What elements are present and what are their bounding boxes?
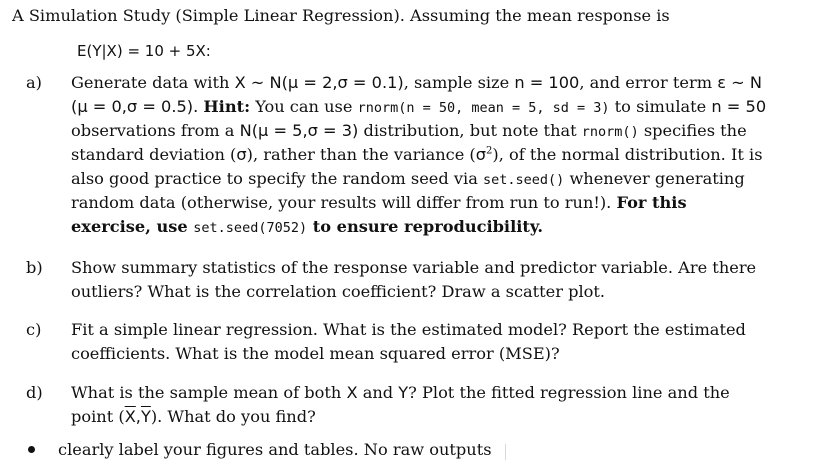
math-run: Y [398, 383, 409, 402]
code-snippet: rnorm(n = 50, mean = 5, sd = 3) [357, 100, 610, 116]
part-a-line-4 [71, 145, 763, 165]
text-run: and [357, 383, 399, 402]
part-b-line-1: Show summary statistics of the response variable and predictor variable. Are there [71, 258, 757, 277]
bold-run: For this [616, 193, 687, 212]
text-run: ), of the normal distribution. It is [492, 145, 763, 164]
math-run: X [346, 383, 358, 402]
math-run: , [135, 407, 141, 426]
x-bar-symbol: $\overline{X}$ [124, 407, 136, 426]
bullet-text: clearly label your figures and tables. No raw outputs [58, 440, 492, 459]
text-run: standard deviation ( [71, 145, 237, 164]
part-b-label: b) [26, 258, 43, 277]
text-run: point ( [71, 407, 125, 426]
part-a-line-5 [71, 169, 745, 190]
text-run: What is the sample mean of both [71, 383, 347, 402]
part-a-line-6 [71, 193, 687, 213]
text-run: also good practice to specify the random seed via [71, 169, 484, 188]
part-d-line-1 [71, 383, 730, 403]
text-run: ? Plot the fitted regression line and the [408, 383, 730, 402]
text-run: ), rather than the variance ( [246, 145, 476, 164]
part-d-label: d) [26, 383, 43, 402]
text-run: random data (otherwise, your results will differ from run to run!). [71, 193, 617, 212]
text-run: You can use [250, 97, 358, 116]
text-run: to ensure reproducibility. [307, 217, 544, 236]
code-snippet: set.seed(7052) [193, 220, 308, 236]
text-run: . [193, 97, 204, 116]
part-d-line-2 [71, 407, 316, 427]
math-run: X ~ N(μ = 2,σ = 0.1) [234, 73, 404, 92]
bullet-icon [28, 446, 35, 453]
math-run: n = 50 [711, 97, 767, 116]
part-c-label: c) [26, 320, 42, 339]
math-run: N(μ = 5,σ = 3) [239, 121, 359, 140]
mean-response-equation: E(Y|X) = 10 + 5X: [77, 42, 211, 60]
superscript: 2 [486, 145, 493, 157]
text-run: whenever generating [564, 169, 745, 188]
math-run: (μ = 0,σ = 0.5) [71, 97, 194, 116]
math-run: σ [236, 145, 247, 164]
text-run: distribution, but note that [358, 121, 582, 140]
part-a-line-7 [71, 217, 543, 238]
math-run: ε ~ N [717, 73, 762, 92]
part-a-label: a) [26, 73, 42, 92]
text-run: exercise, use [71, 217, 194, 236]
text-run: , sample size [403, 73, 515, 92]
text-run: , and error term [579, 73, 718, 92]
text-run: specifies the [638, 121, 747, 140]
text-run: observations from a [71, 121, 240, 140]
part-c-line-1: Fit a simple linear regression. What is the estimated model? Report the estimated [71, 320, 746, 339]
hint-label: Hint: [203, 97, 251, 116]
part-a-line-2 [71, 97, 766, 118]
part-a-line-1 [71, 73, 762, 93]
code-snippet: set.seed() [483, 172, 565, 188]
math-run: n = 100 [514, 73, 580, 92]
part-b-line-2: outliers? What is the correlation coefficient? Draw a scatter plot. [71, 282, 606, 301]
text-run: Generate data with [71, 73, 235, 92]
y-bar-symbol: $\overline{Y}$ [140, 407, 151, 426]
math-run: σ [475, 145, 487, 164]
text-cursor [505, 444, 506, 460]
part-a-line-3 [71, 121, 747, 142]
text-run: to simulate [609, 97, 712, 116]
part-c-line-2: coefficients. What is the model mean squared error (MSE)? [71, 344, 560, 363]
document-title: A Simulation Study (Simple Linear Regression). Assuming the mean response is [12, 6, 670, 25]
text-run: ). What do you find? [150, 407, 316, 426]
code-snippet: rnorm() [581, 124, 639, 140]
